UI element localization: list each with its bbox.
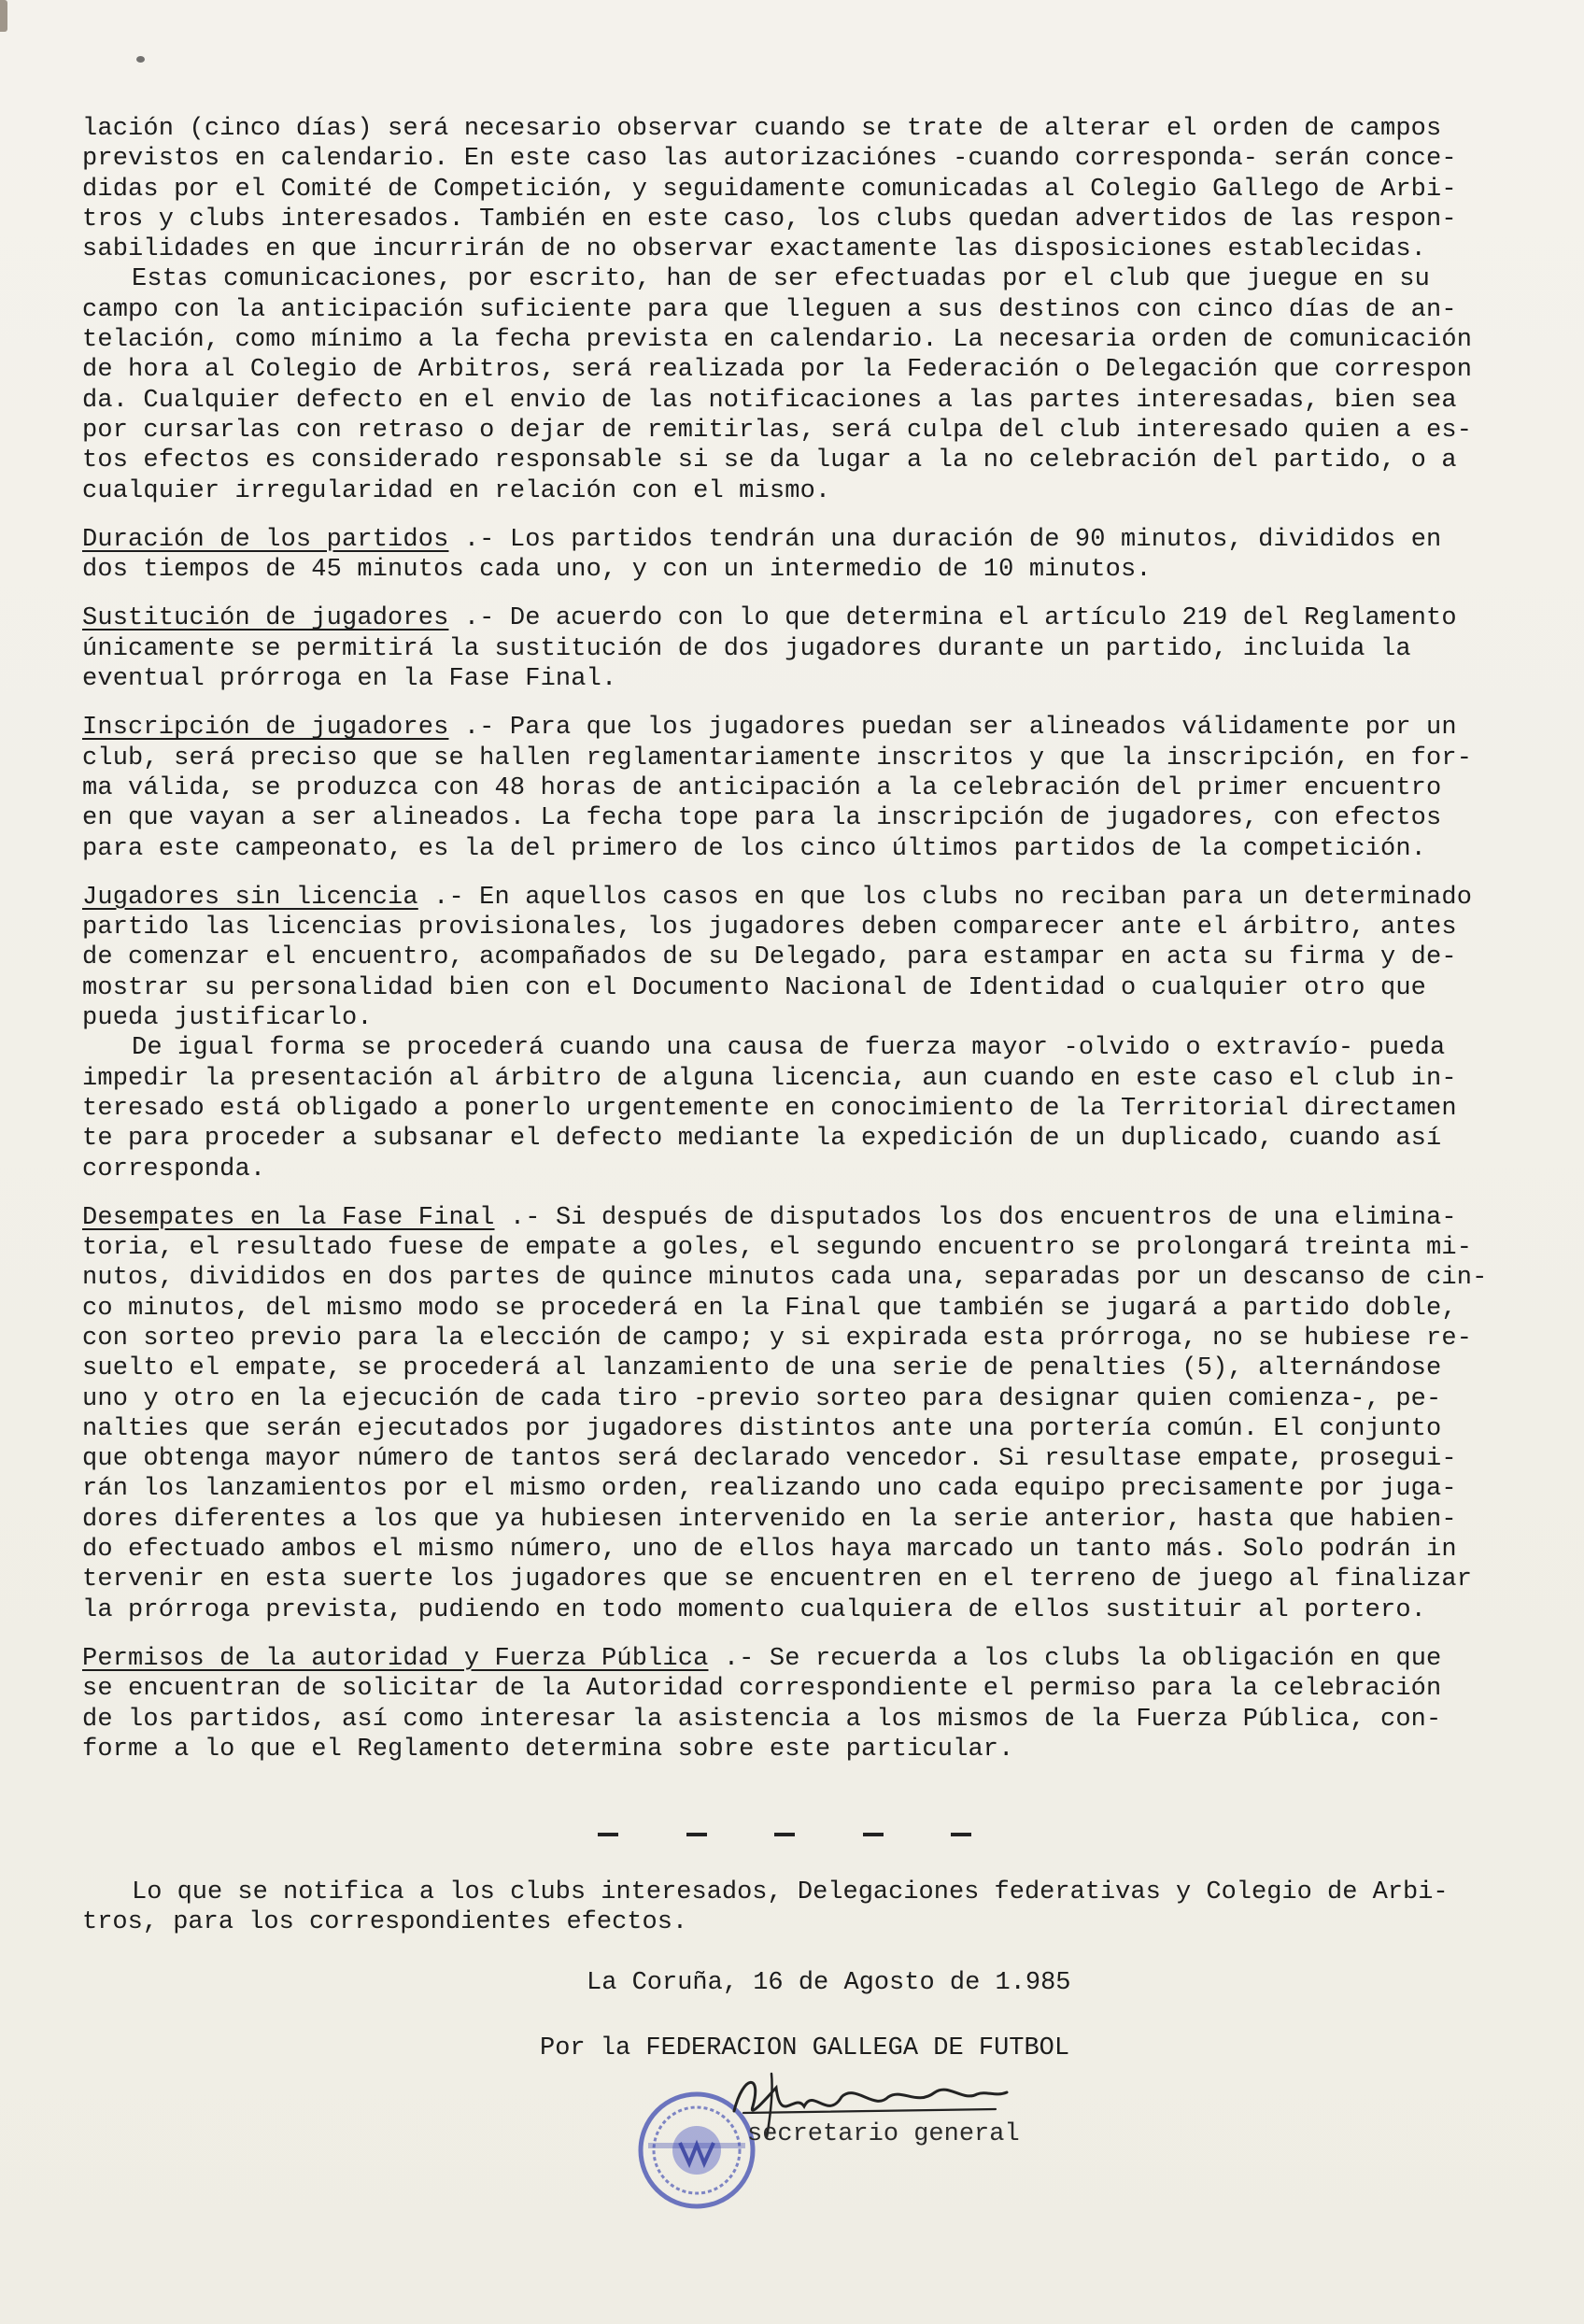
line-text: campo con la anticipación suficiente para que lleguen a sus destinos con cinco días de an- <box>82 295 1457 324</box>
line-text: forme a lo que el Reglamento determina sobre este particular. <box>82 1735 1014 1764</box>
text-line <box>82 114 1511 144</box>
line-text: te para proceder a subsanar el defecto mediante la expedición de un duplicado, cuando así <box>82 1125 1442 1154</box>
text-line <box>82 325 1511 355</box>
section-heading: Duración de los partidos <box>82 525 449 554</box>
closing-line: Lo que se notifica a los clubs interesados, Delegaciones federativas y Colegio de Arbi- <box>132 1878 1449 1906</box>
line-text: partido las licencias provisionales, los jugadores deben comparecer ante el árbitro, antes <box>82 914 1457 942</box>
text-line <box>82 555 1511 585</box>
text-line <box>82 476 1511 506</box>
line-text: De igual forma se procederá cuando una causa de fuerza mayor -olvido o extravío- pueda <box>132 1034 1446 1063</box>
line-text: .- Para que los jugadores puedan ser alineados válidamente por un <box>463 714 1457 743</box>
line-text: tos efectos es considerado responsable si se da lugar a la no celebración del partido, o a <box>82 446 1457 475</box>
paragraph <box>82 525 1511 586</box>
line-text: suelto el empate, se procederá al lanzamiento de una serie de penalties (5), alternándose <box>82 1354 1442 1383</box>
text-line <box>82 1324 1511 1353</box>
text-line <box>82 144 1511 174</box>
text-line <box>82 1535 1511 1565</box>
line-text: dores diferentes a los que ya hubiesen intervenido en la serie anterior, hasta que habien- <box>82 1505 1457 1534</box>
ink-speck <box>136 56 145 63</box>
line-text: rán los lanzamientos por el mismo orden, realizando uno cada equipo precisamente por juga- <box>82 1475 1457 1504</box>
line-text: ma válida, se produzca con 48 horas de anticipación a la celebración del primer encuentro <box>82 773 1442 802</box>
federation-line: Por la FEDERACION GALLEGA DE FUTBOL <box>540 2034 1070 2062</box>
paper-edge-mark <box>0 0 7 32</box>
text-line <box>82 264 1511 294</box>
line-text: .- En aquellos casos en que los clubs no reciban para un determinado <box>433 883 1473 912</box>
text-line <box>82 1353 1511 1383</box>
paragraph <box>82 114 1511 264</box>
text-line <box>82 1644 1511 1674</box>
paragraph <box>82 713 1511 863</box>
line-text: nutos, divididos en dos partes de quince minutos cada una, separadas por un descanso de cin- <box>82 1264 1488 1293</box>
text-line <box>82 1384 1511 1414</box>
separator-dash <box>686 1833 707 1836</box>
section-heading: Permisos de la autoridad y Fuerza Pública <box>82 1644 709 1673</box>
text-line <box>82 664 1511 694</box>
paragraph-gap <box>82 1625 1511 1644</box>
text-line <box>82 942 1511 972</box>
line-text: telación, como mínimo a la fecha prevista en calendario. La necesaria orden de comunicación <box>82 326 1473 355</box>
closing-paragraph <box>82 1878 1511 1938</box>
text-line <box>82 744 1511 773</box>
text-line <box>82 1705 1511 1735</box>
separator-dash <box>951 1833 971 1836</box>
line-text: lación (cinco días) será necesario observar cuando se trate de alterar el orden de campos <box>82 115 1442 143</box>
text-line <box>82 713 1511 743</box>
line-text: sabilidades en que incurrirán de no observar exactamente las disposiciones establecidas. <box>82 235 1427 264</box>
text-line <box>82 234 1511 264</box>
text-line <box>82 1033 1511 1063</box>
text-line <box>82 416 1511 446</box>
text-line <box>82 175 1511 205</box>
paragraph <box>82 603 1511 694</box>
text-line <box>82 1474 1511 1504</box>
text-line <box>82 355 1511 385</box>
line-text: la prórroga prevista, pudiendo en todo momento cualquiera de ellos sustituir al portero. <box>82 1595 1427 1624</box>
separator-dash <box>774 1833 795 1836</box>
line-text: que obtenga mayor número de tantos será declarado vencedor. Si resultase empate, prosegui- <box>82 1445 1457 1474</box>
text-line <box>82 1294 1511 1324</box>
line-text: teresado está obligado a ponerlo urgentemente en conocimiento de la Territorial directamen <box>82 1094 1457 1123</box>
text-line <box>82 1064 1511 1094</box>
line-text: tervenir en esta suerte los jugadores que se encuentren en el terreno de juego al finalizar <box>82 1566 1473 1594</box>
text-line <box>82 1565 1511 1594</box>
paragraph <box>82 1033 1511 1183</box>
paragraph-gap <box>82 694 1511 713</box>
paragraph-gap <box>82 506 1511 525</box>
text-line <box>82 1674 1511 1704</box>
separator-dash <box>598 1833 618 1836</box>
line-text: .- Los partidos tendrán una duración de 90 minutos, divididos en <box>463 525 1442 554</box>
paragraph-gap <box>82 864 1511 883</box>
line-text: co minutos, del mismo modo se procederá en la Final que también se jugará a partido doble, <box>82 1294 1457 1323</box>
paragraph <box>82 1203 1511 1625</box>
section-heading: Sustitución de jugadores <box>82 604 449 633</box>
section-heading: Jugadores sin licencia <box>82 883 418 912</box>
line-text: para este campeonato, es la del primero de los cinco últimos partidos de la competición. <box>82 834 1427 863</box>
text-line <box>82 913 1511 942</box>
text-line <box>82 1155 1511 1184</box>
line-text: dos tiempos de 45 minutos cada uno, y con un intermedio de 10 minutos. <box>82 556 1152 585</box>
line-text: tros y clubs interesados. También en este caso, los clubs quedan advertidos de las respon- <box>82 205 1457 234</box>
text-line <box>82 1414 1511 1444</box>
line-text: por cursarlas con retraso o dejar de remitirlas, será culpa del club interesado quien a es- <box>82 416 1473 445</box>
separator-dash <box>863 1833 884 1836</box>
line-text: de hora al Colegio de Arbitros, será realizada por la Federación o Delegación que correspon <box>82 356 1473 385</box>
text-line <box>82 834 1511 864</box>
text-line <box>82 1263 1511 1293</box>
text-line <box>82 883 1511 913</box>
closing-line: tros, para los correspondientes efectos. <box>82 1908 688 1937</box>
line-text: .- Se recuerda a los clubs la obligación en que <box>723 1644 1442 1673</box>
section-heading: Desempates en la Fase Final <box>82 1203 495 1232</box>
text-line <box>82 634 1511 664</box>
line-text: previstos en calendario. En este caso las autorizaciónes -cuando corresponda- serán conce- <box>82 145 1457 174</box>
document-body <box>82 114 1511 1764</box>
document-date: La Coruña, 16 de Agosto de 1.985 <box>587 1969 1071 1997</box>
line-text: uno y otro en la ejecución de cada tiro -previo sorteo para designar quien comienza-, pe- <box>82 1384 1442 1413</box>
text-line <box>82 205 1511 234</box>
text-line <box>82 1595 1511 1625</box>
line-text: .- De acuerdo con lo que determina el artículo 219 del Reglamento <box>463 604 1457 633</box>
line-text: toria, el resultado fuese de empate a goles, el segundo encuentro se prolongará treinta mi- <box>82 1234 1473 1263</box>
text-line <box>82 446 1511 475</box>
line-text: eventual prórroga en la Fase Final. <box>82 665 617 694</box>
paragraph <box>82 883 1511 1033</box>
text-line <box>82 1505 1511 1535</box>
line-text: corresponda. <box>82 1155 266 1183</box>
text-line <box>82 1444 1511 1474</box>
line-text: mostrar su personalidad bien con el Documento Nacional de Identidad o cualquier otro que <box>82 973 1427 1002</box>
text-line <box>82 773 1511 803</box>
paragraph-gap <box>82 585 1511 603</box>
text-line <box>82 1003 1511 1033</box>
line-text: pueda justificarlo. <box>82 1004 373 1033</box>
line-text: de comenzar el encuentro, acompañados de su Delegado, para estampar en acta su firma y de- <box>82 943 1457 972</box>
text-line <box>82 603 1511 633</box>
text-line <box>82 803 1511 833</box>
section-separator <box>598 1833 971 1836</box>
line-text: de los partidos, así como interesar la asistencia a los mismos de la Fuerza Pública, con- <box>82 1705 1442 1734</box>
line-text: únicamente se permitirá la sustitución de dos jugadores durante un partido, incluida la <box>82 634 1411 663</box>
text-line <box>82 1124 1511 1154</box>
line-text: da. Cualquier defecto en el envio de las notificaciones a las partes interesadas, bien sea <box>82 386 1457 415</box>
secretary-title: secretario general <box>747 2120 1020 2148</box>
text-line <box>82 973 1511 1003</box>
line-text: nalties que serán ejecutados por jugadores distintos ante una portería común. El conjunto <box>82 1414 1442 1443</box>
text-line <box>82 295 1511 325</box>
paragraph <box>82 264 1511 505</box>
line-text: impedir la presentación al árbitro de alguna licencia, aun cuando en este caso el club in- <box>82 1064 1457 1093</box>
text-line <box>82 1203 1511 1233</box>
paragraph-gap <box>82 1184 1511 1203</box>
paragraph <box>82 1644 1511 1764</box>
text-line <box>82 1735 1511 1764</box>
line-text: do efectuado ambos el mismo número, uno de ellos haya marcado un tanto más. Solo podrán in <box>82 1536 1457 1565</box>
line-text: club, será preciso que se hallen reglamentariamente inscritos y que la inscripción, en for- <box>82 744 1473 772</box>
section-heading: Inscripción de jugadores <box>82 714 449 743</box>
line-text: didas por el Comité de Competición, y seguidamente comunicadas al Colegio Gallego de Arbi- <box>82 175 1457 204</box>
line-text: se encuentran de solicitar de la Autoridad correspondiente el permiso para la celebración <box>82 1675 1442 1704</box>
line-text: .- Si después de disputados los dos encuentros de una elimina- <box>509 1203 1457 1232</box>
line-text: Estas comunicaciones, por escrito, han de ser efectuadas por el club que juegue en su <box>132 265 1430 294</box>
text-line <box>82 1094 1511 1124</box>
text-line <box>82 386 1511 416</box>
line-text: con sorteo previo para la elección de campo; y si expirada esta prórroga, no se hubiese re- <box>82 1324 1473 1353</box>
line-text: cualquier irregularidad en relación con el mismo. <box>82 476 831 505</box>
text-line <box>82 1233 1511 1263</box>
text-line <box>82 525 1511 555</box>
line-text: en que vayan a ser alineados. La fecha tope para la inscripción de jugadores, con efectos <box>82 804 1442 833</box>
